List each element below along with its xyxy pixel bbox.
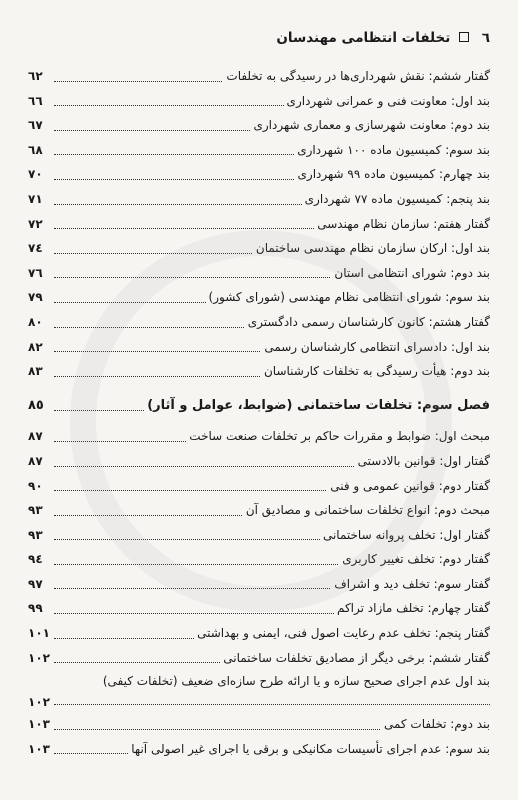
toc-entry-title: گفتار اول: تخلف پروانه ساختمانی xyxy=(320,523,490,548)
toc-entry-page: ٩٣ xyxy=(28,498,54,523)
toc-entry xyxy=(28,646,490,671)
toc-entry-page: ١٠٢ xyxy=(28,646,54,671)
toc-entry xyxy=(28,113,490,138)
toc-entry xyxy=(28,64,490,89)
toc-entry-page: ٦٦ xyxy=(28,89,54,114)
toc-entry-title: مبحث اول: ضوابط و مقررات حاکم بر تخلفات صنعت ساخت xyxy=(186,424,490,449)
toc-entry xyxy=(28,523,490,548)
toc-entry-page: ٩٠ xyxy=(28,474,54,499)
toc-entry xyxy=(28,474,490,499)
toc-entry-page: ١٠٢ xyxy=(28,692,54,712)
toc-entry-page: ٨٠ xyxy=(28,310,54,335)
toc-entry xyxy=(28,572,490,597)
toc-entry-title: بند دوم: معاونت شهرسازی و معماری شهرداری xyxy=(250,113,490,138)
toc-entry-title: گفتار دوم: تخلف تغییر کاربری xyxy=(339,547,490,572)
toc-entry xyxy=(28,187,490,212)
toc-entry xyxy=(28,621,490,646)
toc-entry-title: گفتار چهارم: تخلف مازاد تراکم xyxy=(334,596,490,621)
toc-entry-page: ٨٧ xyxy=(28,449,54,474)
toc-entry-page: ٩٧ xyxy=(28,572,54,597)
toc-entry-title: بند سوم: شورای انتظامی نظام مهندسی (شورای کشور) xyxy=(206,285,490,310)
toc-entry-title: بند دوم: شورای انتظامی استان xyxy=(331,261,490,286)
toc-entry-title: گفتار دوم: قوانین عمومی و فنی xyxy=(327,474,490,499)
toc-entry-title: بند اول عدم اجرای صحیح سازه و یا ارائه طرح سازه‌ای ضعیف (تخلفات کیفی) xyxy=(28,670,490,692)
toc-entry-title: گفتار ششم: نقش شهرداری‌ها در رسیدگی به تخلفات xyxy=(223,64,490,89)
toc-entry-page: ٨٧ xyxy=(28,424,54,449)
toc-entry-page: ٩٤ xyxy=(28,547,54,572)
toc-entry-page: ٧٦ xyxy=(28,261,54,286)
toc-entry-page: ٦٧ xyxy=(28,113,54,138)
toc-entry xyxy=(28,335,490,360)
toc-entry-page: ٧٢ xyxy=(28,212,54,237)
toc-entry xyxy=(28,310,490,335)
toc-entry-page: ٩٩ xyxy=(28,596,54,621)
toc-entry xyxy=(28,737,490,762)
toc-entry-page: ٨٢ xyxy=(28,335,54,360)
toc-entry-title: بند دوم: هیأت رسیدگی به تخلفات کارشناسان xyxy=(261,359,490,384)
toc-entry xyxy=(28,261,490,286)
toc-entry-title: مبحث دوم: انواع تخلفات ساختمانی و مصادیق آن xyxy=(243,498,490,523)
toc-entry xyxy=(28,449,490,474)
toc-entry-title: گفتار سوم: تخلف دید و اشراف xyxy=(331,572,490,597)
toc-chapter-entry xyxy=(28,394,490,419)
toc-entry-page: ١٠٣ xyxy=(28,712,54,737)
toc-entry-title: بند اول: دادسرای انتظامی کارشناسان رسمی xyxy=(261,335,490,360)
toc-entry xyxy=(28,236,490,261)
toc-entry xyxy=(28,138,490,163)
toc-entry-title: گفتار هشتم: کانون کارشناسان رسمی دادگستری xyxy=(245,310,490,335)
toc-entry xyxy=(28,89,490,114)
square-bullet-icon xyxy=(459,32,469,42)
toc-entry-page: ٨٣ xyxy=(28,359,54,384)
toc-entry xyxy=(28,162,490,187)
toc-entry-title: بند پنجم: کمیسیون ماده ٧٧ شهرداری xyxy=(302,187,490,212)
toc-entry-title: بند سوم: عدم اجرای تأسیسات مکانیکی و برقی یا اجرای غیر اصولی آنها xyxy=(128,737,490,762)
toc-entry-page: ٧١ xyxy=(28,187,54,212)
toc-entry-page: ٨٥ xyxy=(28,394,54,419)
toc-entry-page: ٩٣ xyxy=(28,523,54,548)
dot-leader xyxy=(54,704,490,705)
toc-entry-title: گفتار پنجم: تخلف عدم رعایت اصول فنی، ایمنی و بهداشتی xyxy=(194,621,490,646)
toc-entry xyxy=(28,212,490,237)
toc-entry-page: ٧٠ xyxy=(28,162,54,187)
toc-entry xyxy=(28,498,490,523)
toc-entry-page: ٧٩ xyxy=(28,285,54,310)
toc-entry-title: بند سوم: کمیسیون ماده ١٠٠ شهرداری xyxy=(294,138,490,163)
toc-entry xyxy=(28,712,490,737)
toc-entry-page: ٦٨ xyxy=(28,138,54,163)
toc-entry-title: بند چهارم: کمیسیون ماده ٩٩ شهرداری xyxy=(295,162,491,187)
toc-entry-title: فصل سوم: تخلفات ساختمانی (ضوابط، عوامل و آثار) xyxy=(144,394,490,419)
table-of-contents xyxy=(28,64,490,761)
running-header xyxy=(276,30,490,46)
toc-entry-page: ١٠٣ xyxy=(28,737,54,762)
toc-entry xyxy=(28,547,490,572)
toc-entry-title: گفتار هفتم: سازمان نظام مهندسی xyxy=(314,212,490,237)
toc-entry-title: گفتار ششم: برخی دیگر از مصادیق تخلفات ساختمانی xyxy=(220,646,490,671)
header-page-number: ٦ xyxy=(481,30,490,46)
toc-entry xyxy=(28,285,490,310)
toc-entry-title: گفتار اول: قوانین بالادستی xyxy=(355,449,490,474)
toc-entry xyxy=(28,596,490,621)
toc-entry-page: ٧٤ xyxy=(28,236,54,261)
toc-entry xyxy=(28,359,490,384)
toc-entry-page: ٦٢ xyxy=(28,64,54,89)
toc-entry-title: بند اول: ارکان سازمان نظام مهندسی ساختمان xyxy=(253,236,490,261)
toc-entry-page: ١٠١ xyxy=(28,621,54,646)
toc-entry-title: بند اول: معاونت فنی و عمرانی شهرداری xyxy=(284,89,490,114)
header-title: تخلفات انتظامی مهندسان xyxy=(276,30,451,46)
toc-entry xyxy=(28,424,490,449)
toc-entry-title: بند دوم: تخلفات کمی xyxy=(381,712,490,737)
toc-entry xyxy=(28,670,490,712)
